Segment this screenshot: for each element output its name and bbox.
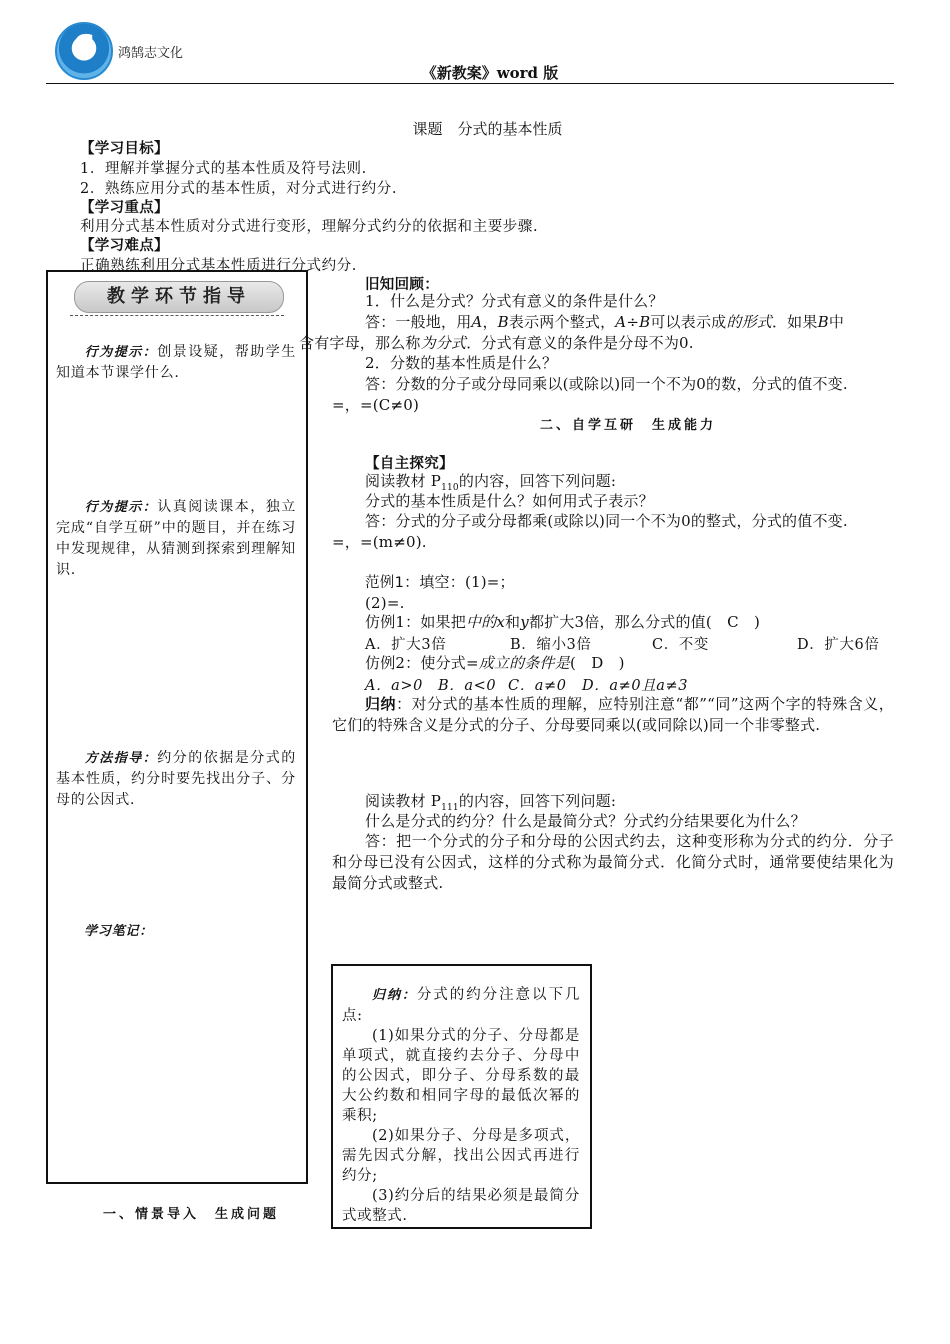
review-a1-line2-pre: 含有字母，那么称 — [299, 334, 421, 352]
tip-2 — [56, 497, 296, 581]
review-a1-tail: 中 — [828, 313, 845, 331]
follow-2-option-d: D．a≠0且a≠3 — [582, 678, 689, 694]
summary-point-1: (1)如果分式的分子、分母都是单项式，就直接约去分子、分母中的公因式，即分子、分母系数的最大公约数和相同字母的最低次幂的乘积; — [342, 1028, 580, 1124]
section-1-heading: 一、情景导入 生成问题 — [103, 1207, 280, 1222]
brand-name: 鸿鹄志文化 — [118, 46, 184, 61]
follow-2-label: 仿例2 — [365, 654, 406, 672]
review-a1-post: ．如果 — [771, 313, 818, 331]
explore-answer: 答：分式的分子或分母都乘(或除以)同一个不为0的整式，分式的值不变. — [365, 512, 848, 530]
tip-3 — [56, 748, 296, 811]
explore-summary-text: ：对分式的基本性质的理解，应特别注意“都”“同”这两个字的特殊含义，它们的特殊含义是分式的分子、分母要同乘以(或同除以)同一个非零整式. — [332, 695, 894, 734]
follow-1-x: x — [496, 613, 506, 631]
follow-1-option-b: B．缩小3倍 — [510, 637, 592, 653]
read-2-pre: 阅读教材 P — [365, 792, 442, 810]
example-1-text: ：填空：(1)=； — [404, 573, 515, 591]
tip-1-text: 创景设疑，帮助学生知道本节课学什么. — [56, 344, 296, 381]
explore-question-2: 什么是分式的约分？什么是最简分式？分式约分结果要化为什么？ — [365, 812, 806, 830]
read-2-sub: 111 — [441, 803, 459, 813]
goal-1: 1．理解并掌握分式的基本性质及符号法则. — [80, 161, 367, 177]
lesson-title: 课题 分式的基本性质 — [412, 120, 563, 138]
study-notes — [56, 921, 296, 942]
tip-1 — [56, 342, 296, 384]
explore-answer-formula: =，=(m≠0). — [332, 533, 427, 551]
read-1-sub: 110 — [441, 483, 459, 493]
key-text: 利用分式基本性质对分式进行变形，理解分式约分的依据和主要步骤. — [80, 219, 539, 235]
review-a1-line2-post: ．分式有意义的条件是分母不为0. — [466, 334, 694, 352]
review-a1-pre: 答：一般地，用 — [365, 313, 472, 331]
difficulty-heading: 【学习难点】 — [80, 238, 169, 254]
follow-2 — [332, 653, 894, 674]
tip-2-label: 行为提示： — [84, 500, 158, 515]
follow-1-mid: 中的 — [465, 613, 497, 631]
explore-summary-label: 归纳 — [365, 695, 397, 713]
key-heading: 【学习重点】 — [80, 200, 169, 216]
summary-label: 归纳： — [372, 988, 417, 1003]
review-a2: 答：分数的分子或分母同乘以(或除以)同一个不为0的数，分式的值不变. — [365, 375, 848, 393]
review-a1-mid: 表示两个整式， — [508, 313, 616, 331]
follow-1-option-a: A．扩大3倍 — [365, 637, 447, 653]
banner-divider — [70, 315, 284, 316]
follow-1-option-d: D．扩大6倍 — [797, 637, 880, 653]
follow-1-option-c: C．不变 — [652, 637, 709, 653]
guidance-banner: 教学环节指导 — [74, 281, 284, 313]
follow-2-pre: ：使分式 — [405, 654, 466, 672]
explore-heading: 【自主探究】 — [365, 456, 454, 472]
summary-point-3: (3)约分后的结果必须是最简分式或整式. — [342, 1188, 580, 1224]
review-a1-form: 的形式 — [726, 313, 772, 331]
follow-2-post: ( D ) — [569, 654, 625, 672]
follow-2-option-a: A．a>0 — [365, 678, 423, 694]
summary-content — [342, 985, 580, 1226]
example-1-part-2: (2)=. — [365, 594, 405, 612]
read-1-pre: 阅读教材 P — [365, 472, 442, 490]
follow-2-option-c: C．a≠0 — [508, 678, 567, 694]
read-2-post: 的内容，回答下列问题: — [458, 792, 617, 810]
example-1-label: 范例1 — [365, 575, 405, 591]
review-a1: 答：一般地，用A，B表示两个整式，A÷B可以表示成的形式．如果B中 含有字母，那么称为分式．分式有意义的条件是分母不为0. — [299, 313, 845, 352]
summary-intro: 分式的约分注意以下几点: — [342, 987, 580, 1024]
tip-3-label: 方法指导： — [84, 751, 158, 766]
example-1 — [332, 572, 894, 594]
difficulty-text: 正确熟练利用分式基本性质进行分式约分. — [80, 258, 358, 274]
tip-3-text: 约分的依据是分式的基本性质，约分时要先找出分子、分母的公因式. — [56, 750, 296, 808]
section-2-heading: 二、自学互研 生成能力 — [540, 418, 717, 433]
document-title: 《新教案》word 版 — [421, 64, 559, 82]
explore-answer-2: 答：把一个分式的分子和分母的公因式约去，这种变形称为分式的约分．分子和分母已没有公因式，这样的分式称为最简分式．化简分式时，通常要使结果化为最简分式或整式. — [332, 832, 894, 892]
follow-1-pre: ：如果把 — [405, 613, 466, 631]
follow-1 — [332, 612, 894, 633]
review-a2-formula: =，=(C≠0) — [332, 396, 420, 414]
header-rule — [46, 83, 894, 84]
tip-1-label: 行为提示： — [84, 345, 158, 360]
review-heading: 旧知回顾： — [365, 277, 439, 293]
follow-2-mid: =成立的条件是 — [465, 654, 570, 672]
explore-summary — [332, 694, 894, 736]
goals-heading: 【学习目标】 — [80, 141, 169, 157]
tip-2-text: 认真阅读课本，独立完成“自学互研”中的题目，并在练习中发现规律，从猜测到探索到理解知识. — [56, 499, 296, 578]
review-a1-fenshi: 为分式 — [420, 334, 467, 352]
follow-2-option-b: B．a<0 — [438, 678, 497, 694]
study-notes-label: 学习笔记： — [84, 924, 154, 939]
review-q2: 2．分数的基本性质是什么？ — [365, 354, 558, 372]
read-1-post: 的内容，回答下列问题: — [458, 472, 617, 490]
follow-1-and: 和 — [505, 613, 521, 631]
follow-1-label: 仿例1 — [365, 613, 406, 631]
follow-1-post: 都扩大3倍，那么分式的值( C ) — [528, 613, 761, 631]
goal-2: 2．熟练应用分式的基本性质，对分式进行约分. — [80, 181, 398, 197]
review-a1-mid2: 可以表示成 — [650, 313, 727, 331]
explore-question: 分式的基本性质是什么？如何用式子表示？ — [365, 492, 654, 510]
brand-logo-glyph: 6 — [72, 28, 96, 68]
summary-point-2: (2)如果分子、分母是多项式，需先因式分解，找出公因式再进行约分; — [342, 1128, 580, 1184]
follow-1-y: y — [520, 613, 529, 631]
guidance-box — [46, 270, 308, 1184]
review-q1: 1．什么是分式？分式有意义的条件是什么？ — [365, 292, 664, 310]
